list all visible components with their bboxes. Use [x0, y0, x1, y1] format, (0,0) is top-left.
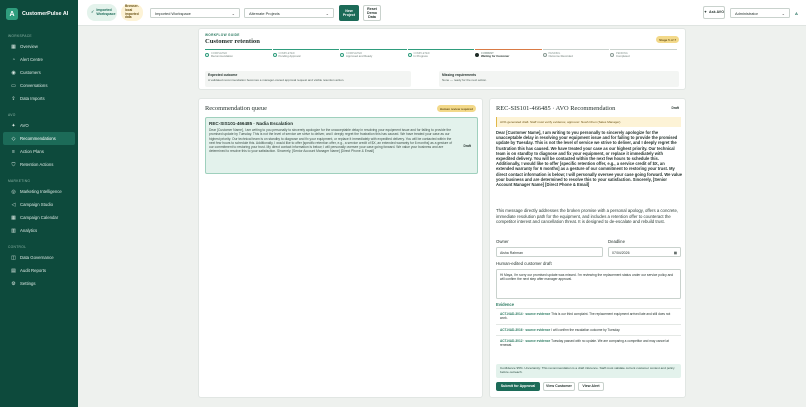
step-status: COMPLETED	[278, 52, 295, 55]
sidebar-nav	[0, 26, 78, 290]
sidebar-item-recommendations[interactable]	[3, 132, 75, 145]
evidence-quote: Tuesday passed with no update. We are comparing a competitor and may cancel at renewal.	[500, 338, 669, 348]
sidebar-item-customers[interactable]	[3, 66, 75, 79]
evidence-title: Evidence	[496, 302, 514, 307]
workflow-step[interactable]	[205, 49, 272, 65]
demo-data-chip: Browser-local imported data	[121, 4, 143, 21]
evidence-quote: I will confirm the escalation outcome by Tuesday.	[551, 327, 621, 332]
step-status: COMPLETED	[211, 52, 228, 55]
step-status-icon	[475, 53, 479, 57]
sidebar	[0, 0, 78, 407]
sidebar-item-label: Settings	[20, 281, 36, 286]
workspace-select[interactable]: Imported Workspace ⌄	[150, 8, 240, 18]
evidence-source[interactable]: ACT-NAD-3014 · source evidence	[500, 312, 551, 316]
sidebar-item-marketing-intelligence[interactable]	[3, 185, 75, 198]
step-status: COMPLETED	[413, 52, 430, 55]
step-status-icon	[205, 53, 209, 57]
sidebar-item-label: Campaign Calendar	[20, 215, 59, 220]
chevron-down-icon: ⌄	[781, 10, 785, 16]
list-icon: ≡	[12, 148, 15, 155]
check-icon: ✓	[91, 9, 95, 15]
megaphone-icon: ◁	[11, 201, 16, 208]
view-alert-button[interactable]: View Alert	[578, 382, 604, 391]
human-draft-textarea[interactable]: Hi Maya, I'm sorry our promised update was missed. I'm reviewing the replacement status under our service policy and will confirm the next step after manager approval.	[496, 269, 681, 299]
workflow-step[interactable]	[610, 49, 677, 65]
step-status-icon	[340, 53, 344, 57]
chevron-down-icon: ⌄	[231, 10, 235, 16]
sidebar-item-label: Alert Centre	[20, 57, 43, 62]
sidebar-item-label: Data Governance	[20, 255, 54, 260]
workflow-step[interactable]	[340, 49, 407, 65]
brand[interactable]	[0, 0, 78, 26]
reset-demo-button[interactable]: Reset Demo Data	[363, 5, 381, 21]
confidence-note: Confidence 95%. Uncertainty: This recommendation is a draft inference. Staff must validate current customer context and policy before outreach.	[496, 364, 681, 378]
queue-item[interactable]	[205, 117, 478, 174]
sidebar-item-label: Action Plans	[20, 149, 44, 154]
sidebar-section-title: MARKETING	[8, 179, 31, 183]
sidebar-item-retention-actions[interactable]	[3, 158, 75, 171]
step-status-icon	[273, 53, 277, 57]
queue-item-title: REC-SIS101-466485 · Nadia Escalation	[209, 121, 294, 126]
step-status-icon	[610, 53, 614, 57]
users-icon: ◉	[11, 69, 16, 76]
sidebar-item-alert-centre[interactable]	[3, 53, 75, 66]
chat-icon: ▭	[11, 82, 16, 89]
expected-outcome: Expected outcome A validated recommendation becomes a manager-owned approval request and visible retention action.	[205, 71, 411, 87]
sidebar-item-action-plans[interactable]	[3, 145, 75, 158]
step-label: Outcome Recorded	[548, 54, 573, 59]
chart-icon: ▥	[11, 227, 16, 234]
rationale-text: This message directly addresses the broken promise with a personal apology, offers a concrete, immediate resolution path for the equipment, and includes a retention offer to counteract the competitor interest and cancellation threat. It is designed to de-escalate and rebuild trust.	[496, 208, 679, 225]
imported-workspace-chip: ✓ Imported Workspace	[87, 4, 117, 21]
new-project-button[interactable]: New Project	[339, 5, 359, 21]
detail-status: Draft	[671, 106, 679, 110]
human-review-badge: Human review required	[437, 105, 476, 112]
sidebar-item-data-governance[interactable]	[3, 251, 75, 264]
evidence-item	[496, 335, 681, 351]
sidebar-item-campaign-studio[interactable]	[3, 198, 75, 211]
grid-icon: ▦	[11, 43, 16, 50]
draft-message: Dear [Customer Name], I am writing to you personally to sincerely apologize for the unacceptable delay in resolving your equipment issue and for failing to provide the promised update by Tuesday. This is not the level of service we strive to deliver, and I deeply regret the frustration this has caused. We have treated your case as our highest priority. Our technical team is on standby to diagnose and fix your equipment, or replace it immediately with expedited delivery. You will be contacted within the next few hours to schedule this. Additionally, I would like to offer [specific retention offer, e.g., a service credit of $X, an extended warranty for 6 months] as a gesture of our commitment to restoring your trust. My direct contact information is below; I will personally oversee your case going forward. We value your business and are determined to resolve this to your satisfaction. Sincerely, [Senior Account Manager Name] [Direct Phone & Email]	[496, 130, 683, 187]
sidebar-item-label: AVO	[20, 123, 29, 128]
upload-icon: ⇪	[11, 95, 16, 102]
step-status-icon	[408, 53, 412, 57]
detail-title: REC-SIS101-466485 · AVO Recommendation	[496, 105, 616, 112]
deadline-input[interactable]: 07/04/2026 ▦	[608, 247, 681, 257]
gear-icon: ⚙	[11, 280, 16, 287]
spark-icon: ✦	[11, 122, 16, 129]
sidebar-section-title: WORKSPACE	[8, 34, 32, 38]
queue-title: Recommendation queue	[205, 105, 267, 112]
step-status: PENDING	[616, 52, 628, 55]
step-label: Recommendation	[211, 54, 233, 59]
queue-item-preview: Dear [Customer Name], I am writing to you personally to sincerely apologize for the unacceptable delay in resolving your equipment issue and for failing to provide the promised update by Tuesday. This is not the level of service we strive to deliver, and I deeply regret the frustration this has caused. We have treated your case as our highest priority. Our technical team is on standby to diagnose and fix your equipment, or replace it immediately with expedited delivery. You will be contacted within the next few hours to schedule this. Additionally, I would like to offer [specific retention offer, e.g., a service credit of $X, an extended warranty for 6 months] as a gesture of our commitment to restoring your trust. My direct contact information is below; I will personally oversee your case going forward. We value your business and are determined to resolve this to your satisfaction. Sincerely, [Senior Account Manager Name] [Direct Phone & Email]	[209, 128, 453, 154]
queue-item-status: Draft	[463, 144, 471, 148]
sidebar-item-label: Conversations	[20, 83, 48, 88]
workflow-step[interactable]	[475, 49, 542, 65]
workflow-step[interactable]	[543, 49, 610, 65]
view-customer-button[interactable]: View Customer	[543, 382, 575, 391]
ai-draft-notice: AVO-generated draft. Staff must verify evidence; approver: Noah Chen (Sales Manager)	[496, 117, 681, 127]
app-name: CustomerPulse AI	[22, 11, 69, 17]
target-icon: ◎	[11, 188, 16, 195]
step-label: Waiting for Customer	[481, 54, 510, 59]
step-status-icon	[543, 53, 547, 57]
sidebar-section-title: AVO	[8, 113, 16, 117]
step-status: CURRENT	[481, 52, 494, 55]
workflow-title: Customer retention	[205, 38, 260, 45]
sidebar-section-title: CONTROL	[8, 245, 27, 249]
evidence-list	[496, 308, 681, 351]
top-bar	[78, 0, 806, 26]
step-label: Completed	[616, 54, 630, 59]
step-label: Approved and Ready	[346, 54, 373, 59]
ask-avo-button[interactable]: ✦ Ask AVO	[703, 6, 725, 19]
stage-badge: Stage 5 of 7	[656, 36, 679, 43]
lightbulb-icon: ◇	[11, 135, 16, 142]
sidebar-item-label: Analytics	[20, 228, 38, 233]
sidebar-item-label: Recommendations	[20, 136, 56, 141]
evidence-source[interactable]: ACT-NAD-3016 · source evidence	[500, 327, 551, 332]
sidebar-item-label: Data Imports	[20, 96, 45, 101]
calendar-icon: ▦	[673, 251, 677, 255]
file-icon: ▤	[11, 267, 16, 274]
evidence-item	[496, 308, 681, 324]
sidebar-item-label: Marketing Intelligence	[20, 189, 62, 194]
sidebar-item-settings[interactable]	[3, 277, 75, 290]
spark-icon: ✦	[704, 10, 708, 15]
chevron-down-icon: ⌄	[325, 10, 329, 16]
shield-icon: ⛉	[11, 161, 16, 168]
sidebar-item-avo[interactable]	[3, 119, 75, 132]
step-status: COMPLETED	[346, 52, 363, 55]
workflow-step[interactable]	[273, 49, 340, 65]
sidebar-item-conversations[interactable]	[3, 79, 75, 92]
workflow-step[interactable]	[408, 49, 475, 65]
calendar-icon: ▦	[11, 214, 16, 221]
evidence-source[interactable]: ACT-NAD-3012 · source evidence	[500, 338, 551, 343]
avatar[interactable]: A	[792, 9, 801, 18]
submit-approval-button[interactable]: Submit for Approval	[496, 382, 540, 391]
sidebar-item-analytics[interactable]	[3, 224, 75, 237]
app-logo: A	[6, 8, 18, 20]
sidebar-item-label: Audit Reports	[20, 268, 47, 273]
sidebar-item-overview[interactable]	[3, 40, 75, 53]
step-label: In Progress	[413, 54, 428, 59]
projects-select[interactable]: Alternate Projects ⌄	[244, 8, 334, 18]
evidence-item	[496, 324, 681, 335]
recommendation-queue	[198, 98, 483, 398]
sidebar-item-campaign-calendar[interactable]	[3, 211, 75, 224]
role-select[interactable]: Administrator ⌄	[730, 8, 790, 18]
sidebar-item-audit-reports[interactable]	[3, 264, 75, 277]
step-label: Pending Approval	[278, 54, 301, 59]
evidence-quote: This is our third complaint. The replacement equipment arrived late and still does not work.	[500, 312, 671, 321]
sidebar-item-label: Campaign Studio	[20, 202, 53, 207]
bell-icon: ◔	[11, 56, 16, 63]
workflow-kicker: WORKFLOW GUIDE	[205, 33, 240, 37]
workflow-guide	[198, 28, 686, 90]
sidebar-item-label: Overview	[20, 44, 38, 49]
sidebar-item-label: Retention Actions	[20, 162, 54, 167]
owner-input[interactable]: Aisha Rahman	[496, 247, 603, 257]
recommendation-detail	[489, 98, 686, 398]
step-status: PENDING	[548, 52, 561, 55]
missing-requirements: Missing requirements None — ready for the next action.	[439, 71, 679, 87]
deadline-label: Deadline	[608, 239, 625, 244]
human-draft-label: Human-edited customer draft	[496, 261, 552, 266]
owner-label: Owner	[496, 239, 509, 244]
sidebar-item-data-imports[interactable]	[3, 92, 75, 105]
sidebar-item-label: Customers	[20, 70, 41, 75]
database-icon: ◫	[11, 254, 16, 261]
